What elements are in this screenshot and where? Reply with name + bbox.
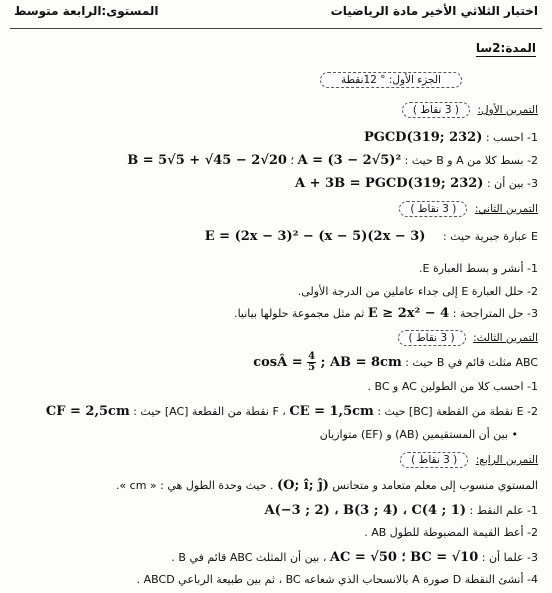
ex4-q4: 4- أنشئ النقطة D صورة A بالانسحاب الذي شعاعه BC ، ثم بين طبيعة الرباعي ABCD . bbox=[136, 573, 538, 586]
ex3-fraction: $\frac{4}{5}$ bbox=[308, 351, 316, 373]
ex1-q1-math: PGCD(319; 232) bbox=[363, 130, 483, 145]
ex1-points: ( 3 نقاط ) bbox=[402, 102, 470, 118]
ex1-q3-math: A + 3B = PGCD(319; 232) bbox=[295, 176, 484, 191]
ex3-q1: 1- احسب كلا من الطولين AC و BC . bbox=[367, 380, 538, 393]
ex3-label: التمرين الثالث: bbox=[473, 332, 538, 344]
ex3-intro: ABC مثلث قائم في B حيث : cosÂ = $\frac{4}{5}$ ; AB = 8cm bbox=[253, 351, 538, 373]
ex1-header bbox=[14, 103, 538, 116]
part1-heading: الجزء الأول: ° 12نقطة bbox=[320, 72, 462, 88]
exam-title: اختبار الثلاثي الأخير مادة الرياضيات bbox=[330, 4, 538, 18]
ex2-header bbox=[14, 202, 538, 215]
ex4-q3: 3- علما أن : AC = √50 ؛ BC = √10 ، بين أن المثلث ABC قائم في B . bbox=[171, 550, 538, 565]
ex1-q2-math-b: B = 5√5 + √45 − 2√20 bbox=[127, 153, 287, 168]
ex4-q1: 1- علم النقط : A(−3 ; 2) ، B(3 ; 4) ، C(4 ; 1) bbox=[264, 503, 538, 518]
ex4-q1-math: A(−3 ; 2) ، B(3 ; 4) ، C(4 ; 1) bbox=[264, 503, 467, 518]
ex4-q3-math: AC = √50 ؛ BC = √10 bbox=[329, 550, 479, 565]
ex1-q1: 1- احسب : PGCD(319; 232) bbox=[363, 130, 538, 145]
ex2-label: التمرين الثاني: bbox=[474, 203, 538, 215]
ex4-intro: المستوي منسوب إلى معلم متعامد و متجانس (O; î; ĵ) . حيث وحدة الطول هي : « cm ». bbox=[115, 478, 538, 493]
header-divider bbox=[10, 28, 542, 29]
exam-duration: المدة:2سا bbox=[475, 41, 536, 55]
ex3-math: cosÂ = $\frac{4}{5}$ ; AB = 8cm bbox=[253, 351, 402, 373]
ex2-q2: 2- حلل العبارة E إلى جداء عاملين من الدرجة الأولى. bbox=[297, 285, 538, 298]
ex2-q1: 1- أنشر و بسط العبارة E. bbox=[419, 262, 538, 275]
ex3-q2: 2- E نقطة من القطعة [BC] حيث : CE = 1,5cm ، F نقطة من القطعة [AC] حيث : CF = 2,5cm bbox=[45, 404, 538, 419]
ex2-q3-math: E ≥ 2x² − 4 bbox=[367, 306, 450, 321]
ex1-label: التمرين الأول: bbox=[477, 104, 538, 116]
ex2-q3: 3- حل المتراجحة : E ≥ 2x² − 4 ثم مثل مجموعة حلولها بيانيا. bbox=[234, 306, 538, 321]
exam-level: المستوى:الرابعة متوسط bbox=[14, 4, 159, 18]
ex4-label: التمرين الرابع: bbox=[475, 454, 538, 466]
ex4-points: ( 3 نقاط ) bbox=[400, 452, 468, 468]
ex3-header bbox=[14, 331, 538, 344]
ex3-q2-math2: CF = 2,5cm bbox=[45, 404, 130, 419]
ex1-q3: 3- بين أن : A + 3B = PGCD(319; 232) bbox=[295, 176, 538, 191]
ex2-math: E = (2x − 3)² − (x − 5)(2x − 3) bbox=[204, 229, 426, 244]
exam-header bbox=[14, 4, 538, 26]
ex1-q2-math-a: A = (3 − 2√5)² bbox=[297, 153, 402, 168]
ex3-points: ( 3 نقاط ) bbox=[398, 330, 466, 346]
ex4-frame: (O; î; ĵ) bbox=[277, 478, 329, 493]
ex4-q2: 2- أعط القيمة المضبوطة للطول AB . bbox=[364, 526, 538, 539]
ex1-q2: 2- بسط كلا من A و B حيث : A = (3 − 2√5)² ؛ B = 5√5 + √45 − 2√20 bbox=[127, 153, 538, 168]
ex2-points: ( 3 نقاط ) bbox=[399, 201, 467, 217]
ex2-intro: E عبارة جبرية حيث : E = (2x − 3)² − (x − 5)(2x − 3) bbox=[204, 229, 538, 244]
ex4-header bbox=[14, 453, 538, 466]
ex3-q2-math1: CE = 1,5cm bbox=[289, 404, 374, 419]
ex3-q2-bullet: • بين أن المستقيمين (AB) و (EF) متوازيان bbox=[319, 428, 518, 441]
